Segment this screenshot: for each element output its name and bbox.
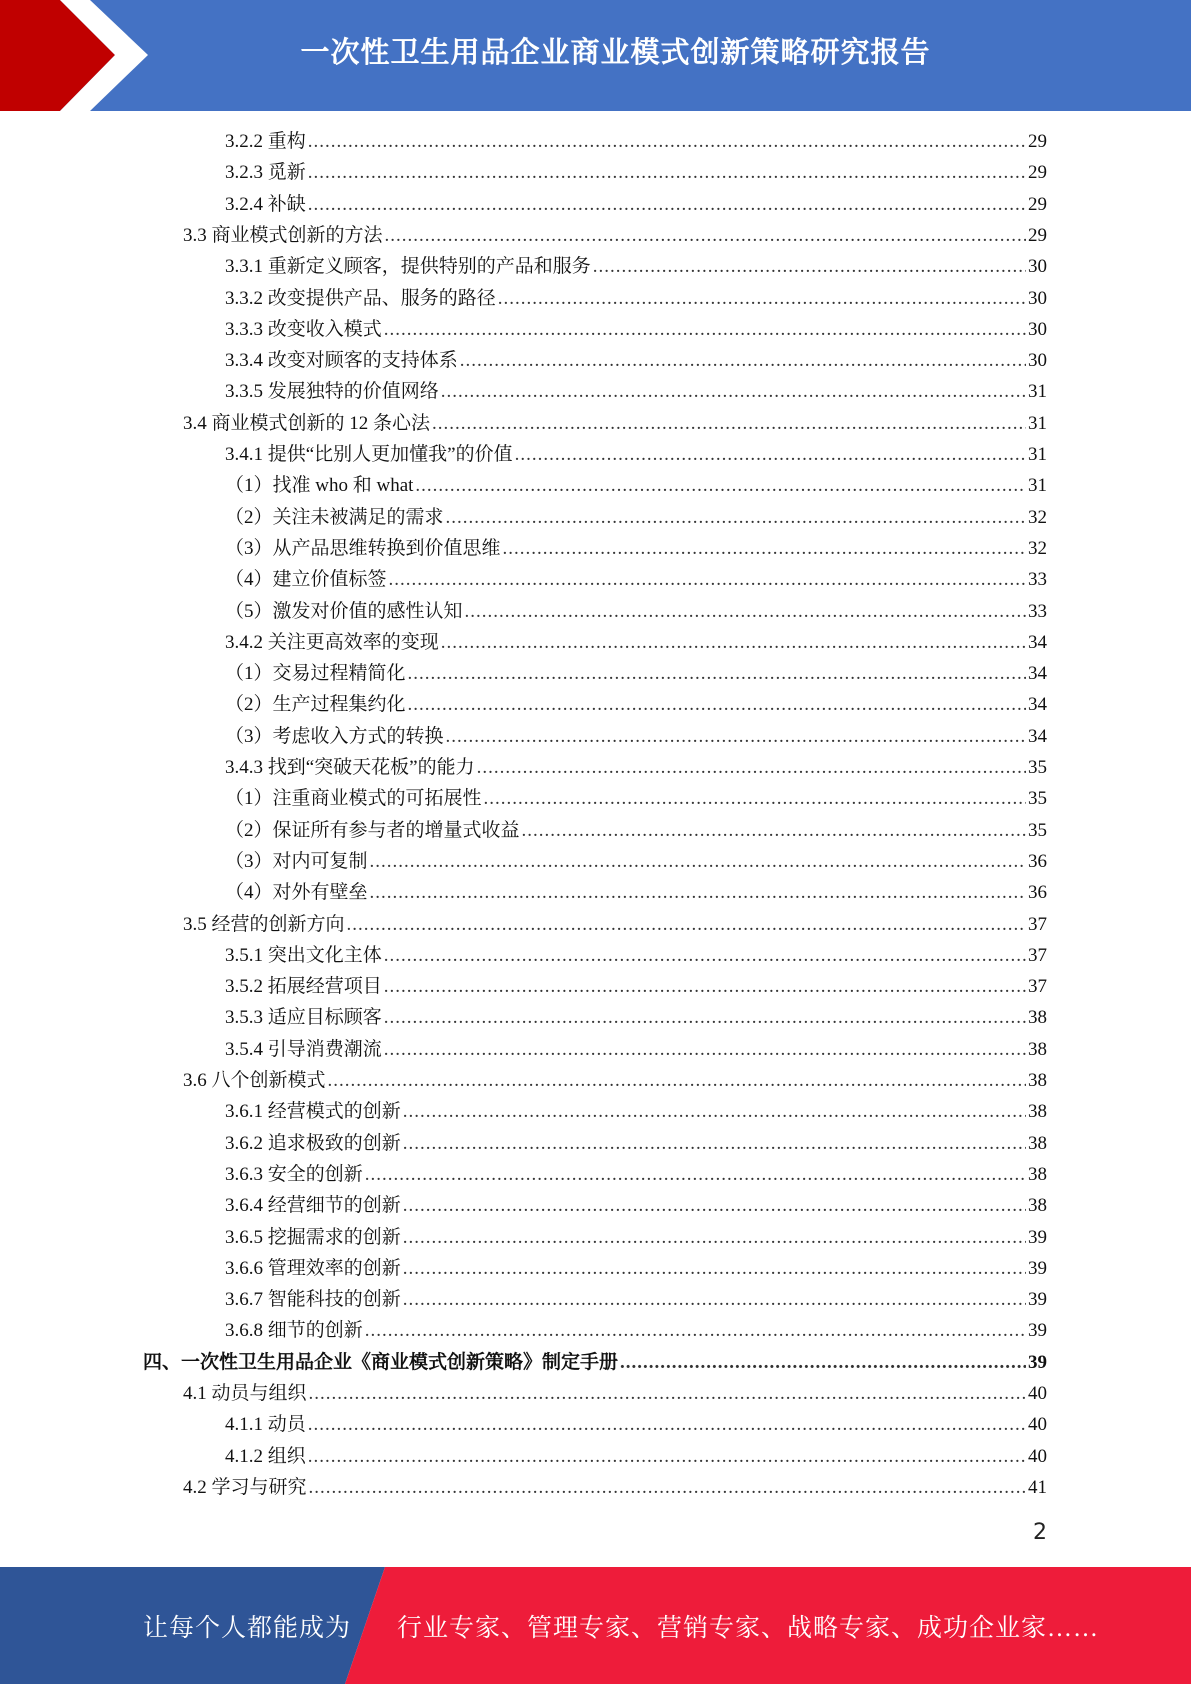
toc-entry-page: 37 [1028,944,1047,966]
toc-dot-leader [384,940,1026,971]
toc-entry[interactable] [225,1409,1047,1440]
toc-entry-label: （1）找准 who 和 what [225,475,414,497]
toc-entry-label: 3.6.6 管理效率的创新 [225,1257,401,1279]
toc-entry-label: 四、一次性卫生用品企业《商业模式创新策略》制定手册 [143,1351,619,1373]
toc-dot-leader [365,1159,1026,1190]
toc-entry-page: 38 [1028,1101,1047,1123]
toc-entry-label: 3.2.4 补缺 [225,193,306,215]
toc-entry-page: 30 [1028,350,1047,372]
toc-entry[interactable] [225,1222,1047,1253]
toc-dot-leader [441,627,1026,658]
toc-entry[interactable] [225,1441,1047,1472]
toc-entry[interactable] [183,408,1047,439]
toc-entry[interactable] [225,126,1047,157]
toc-entry[interactable] [225,1284,1047,1315]
toc-entry-page: 29 [1028,131,1047,152]
toc-entry-page: 40 [1028,1414,1047,1436]
toc-entry[interactable] [225,815,1047,846]
toc-dot-leader [498,283,1026,314]
toc-entry-label: 3.5.2 拓展经营项目 [225,976,382,998]
toc-entry-label: 3.4.1 提供“比别人更加懂我”的价值 [225,444,513,465]
toc-dot-leader [308,1441,1026,1472]
toc-dot-leader [446,502,1026,533]
toc-entry-label: 4.1 动员与组织 [183,1383,307,1404]
toc-entry[interactable] [225,314,1047,345]
toc-dot-leader [477,752,1026,783]
toc-entry[interactable] [183,220,1047,251]
toc-entry-label: 3.5 经营的创新方向 [183,913,345,935]
toc-entry-page: 36 [1028,850,1047,872]
toc-dot-leader [593,251,1026,282]
footer-slogan-right: 行业专家、管理专家、营销专家、战略专家、成功企业家…… [397,1614,1100,1642]
toc-entry-page: 36 [1028,882,1047,904]
toc-entry-page: 34 [1028,694,1047,716]
page-number: 2 [1033,1520,1047,1545]
toc-dot-leader [515,439,1026,470]
page-footer [0,1567,1191,1684]
toc-entry[interactable] [183,1065,1047,1096]
toc-dot-leader [370,877,1026,908]
toc-entry[interactable] [225,1159,1047,1190]
toc-dot-leader [365,1315,1026,1346]
toc-dot-leader [347,909,1026,940]
toc-dot-leader [522,815,1026,846]
toc-entry[interactable] [225,1034,1047,1065]
toc-entry-label: 4.1.2 组织 [225,1445,306,1467]
toc-entry[interactable] [225,877,1047,908]
toc-entry[interactable] [225,721,1047,752]
toc-entry-label: 3.6.4 经营细节的创新 [225,1195,401,1217]
toc-entry-label: 3.5.3 适应目标顾客 [225,1007,382,1029]
toc-entry[interactable] [225,1128,1047,1159]
toc-entry-label: （3）对内可复制 [225,850,368,872]
toc-dot-leader [408,658,1026,689]
toc-entry[interactable] [225,1190,1047,1221]
toc-entry-page: 38 [1028,1195,1047,1217]
toc-dot-leader [308,126,1026,157]
toc-entry-page: 30 [1028,287,1047,309]
toc-entry[interactable] [225,1253,1047,1284]
toc-dot-leader [384,971,1026,1002]
toc-entry-label: 3.3.4 改变对顾客的支持体系 [225,350,458,372]
toc-dot-leader [328,1065,1026,1096]
toc-dot-leader [384,1002,1026,1033]
toc-entry[interactable] [225,1002,1047,1033]
toc-entry[interactable] [225,470,1047,501]
toc-entry-page: 35 [1028,819,1047,841]
toc-dot-leader [465,596,1026,627]
toc-entry-page: 39 [1028,1257,1047,1279]
toc-entry-label: （2）保证所有参与者的增量式收益 [225,819,520,841]
report-title: 一次性卫生用品企业商业模式创新策略研究报告 [300,34,931,69]
toc-dot-leader [389,564,1026,595]
toc-entry-label: 3.4.3 找到“突破天花板”的能力 [225,757,475,778]
toc-dot-leader [384,1034,1026,1065]
toc-entry-label: 3.3.2 改变提供产品、服务的路径 [225,287,496,309]
toc-dot-leader [309,1472,1026,1503]
toc-entry-page: 34 [1028,663,1047,685]
toc-dot-leader [403,1222,1026,1253]
toc-entry-page: 29 [1028,224,1047,246]
toc-entry-label: （3）从产品思维转换到价值思维 [225,537,501,559]
toc-dot-leader [446,721,1026,752]
toc-entry-label: 3.3.3 改变收入模式 [225,318,382,340]
toc-entry-page: 38 [1028,1007,1047,1029]
toc-dot-leader [620,1347,1026,1378]
toc-entry-page: 30 [1028,256,1047,278]
toc-entry-page: 34 [1028,725,1047,747]
toc-entry-page: 29 [1028,193,1047,215]
toc-entry-label: （4）对外有壁垒 [225,882,368,904]
toc-dot-leader [415,470,1026,501]
toc-entry-label: （5）激发对价值的感性认知 [225,600,463,622]
toc-entry-label: （1）注重商业模式的可拓展性 [225,788,482,810]
toc-entry[interactable] [225,345,1047,376]
toc-entry-page: 31 [1028,412,1047,434]
toc-entry-label: 3.6 八个创新模式 [183,1070,326,1091]
toc-entry[interactable] [225,658,1047,689]
toc-entry[interactable] [183,1472,1047,1503]
toc-dot-leader [370,846,1026,877]
toc-entry-label: 3.2.3 觅新 [225,162,306,184]
toc-entry[interactable] [225,689,1047,720]
toc-entry[interactable] [225,1315,1047,1346]
toc-entry[interactable] [183,909,1047,940]
toc-entry-page: 35 [1028,757,1047,778]
toc-dot-leader [384,314,1026,345]
toc-entry-page: 34 [1028,631,1047,653]
toc-entry-label: （2）生产过程集约化 [225,694,406,716]
toc-entry-page: 40 [1028,1445,1047,1467]
page-header [0,0,1191,111]
toc-entry-label: 3.3 商业模式创新的方法 [183,224,383,246]
toc-entry[interactable] [225,1096,1047,1127]
toc-entry-label: 3.3.1 重新定义顾客，提供特别的产品和服务 [225,256,591,278]
toc-entry[interactable] [143,1347,1047,1378]
toc-entry[interactable] [225,940,1047,971]
toc-entry-page: 38 [1028,1070,1047,1091]
toc-dot-leader [403,1253,1026,1284]
toc-entry[interactable] [225,564,1047,595]
toc-entry[interactable] [225,596,1047,627]
toc-entry[interactable] [183,1378,1047,1409]
toc-entry-page: 39 [1028,1289,1047,1311]
toc-entry-page: 29 [1028,162,1047,184]
toc-entry[interactable] [225,439,1047,470]
toc-entry-page: 40 [1028,1383,1047,1404]
toc-dot-leader [308,1409,1026,1440]
toc-entry-label: 3.4 商业模式创新的 12 条心法 [183,412,431,434]
toc-entry-label: 3.6.7 智能科技的创新 [225,1289,401,1311]
toc-entry-label: （2）关注未被满足的需求 [225,506,444,528]
toc-dot-leader [403,1284,1026,1315]
toc-entry-page: 38 [1028,1038,1047,1060]
toc-entry-page: 35 [1028,788,1047,810]
toc-entry-page: 39 [1028,1351,1047,1373]
toc-entry-label: 3.2.2 重构 [225,131,306,152]
toc-entry-label: 3.6.5 挖掘需求的创新 [225,1226,401,1248]
toc-entry-page: 31 [1028,475,1047,497]
toc-entry[interactable] [225,189,1047,220]
toc-entry-page: 33 [1028,569,1047,591]
toc-entry-page: 30 [1028,318,1047,340]
toc-entry-label: （3）考虑收入方式的转换 [225,725,444,747]
toc-entry-label: 3.4.2 关注更高效率的变现 [225,631,439,653]
toc-entry-label: 3.6.1 经营模式的创新 [225,1101,401,1123]
toc-entry-page: 39 [1028,1226,1047,1248]
toc-dot-leader [484,783,1026,814]
toc-entry-label: 3.5.4 引导消费潮流 [225,1038,382,1060]
toc-entry[interactable] [225,783,1047,814]
toc-entry-page: 41 [1028,1476,1047,1498]
toc-dot-leader [308,157,1026,188]
toc-entry-page: 39 [1028,1320,1047,1342]
toc-dot-leader [403,1096,1026,1127]
footer-slogan-left: 让每个人都能成为 [143,1614,352,1642]
toc-entry-page: 37 [1028,913,1047,935]
toc-dot-leader [385,220,1026,251]
toc-entry-label: 4.1.1 动员 [225,1414,306,1436]
toc-entry-label: （4）建立价值标签 [225,569,387,591]
toc-entry[interactable] [225,971,1047,1002]
toc-entry-page: 31 [1028,444,1047,465]
toc-dot-leader [308,189,1026,220]
toc-entry-label: 3.6.2 追求极致的创新 [225,1132,401,1154]
toc-dot-leader [403,1128,1026,1159]
toc-entry[interactable] [225,376,1047,407]
toc-entry-page: 37 [1028,976,1047,998]
toc-entry-page: 32 [1028,537,1047,559]
toc-dot-leader [441,376,1026,407]
toc-entry-page: 32 [1028,506,1047,528]
toc-entry[interactable] [225,251,1047,282]
toc-entry[interactable] [225,752,1047,783]
toc-dot-leader [408,689,1026,720]
toc-entry[interactable] [225,502,1047,533]
toc-dot-leader [309,1378,1026,1409]
toc-entry[interactable] [225,533,1047,564]
toc-entry[interactable] [225,157,1047,188]
toc-dot-leader [460,345,1026,376]
toc-entry[interactable] [225,846,1047,877]
toc-entry-label: 3.3.5 发展独特的价值网络 [225,381,439,403]
toc-entry-page: 38 [1028,1163,1047,1185]
toc-entry-label: （1）交易过程精简化 [225,663,406,685]
toc-dot-leader [403,1190,1026,1221]
toc-entry-page: 31 [1028,381,1047,403]
toc-entry-label: 4.2 学习与研究 [183,1476,307,1498]
toc-dot-leader [432,408,1026,439]
toc-entry-page: 33 [1028,600,1047,622]
toc-entry-page: 38 [1028,1132,1047,1154]
toc-entry-label: 3.6.3 安全的创新 [225,1163,363,1185]
toc-entry-label: 3.5.1 突出文化主体 [225,944,382,966]
toc-entry[interactable] [225,627,1047,658]
toc-entry[interactable] [225,283,1047,314]
toc-dot-leader [503,533,1026,564]
toc-entry-label: 3.6.8 细节的创新 [225,1320,363,1342]
